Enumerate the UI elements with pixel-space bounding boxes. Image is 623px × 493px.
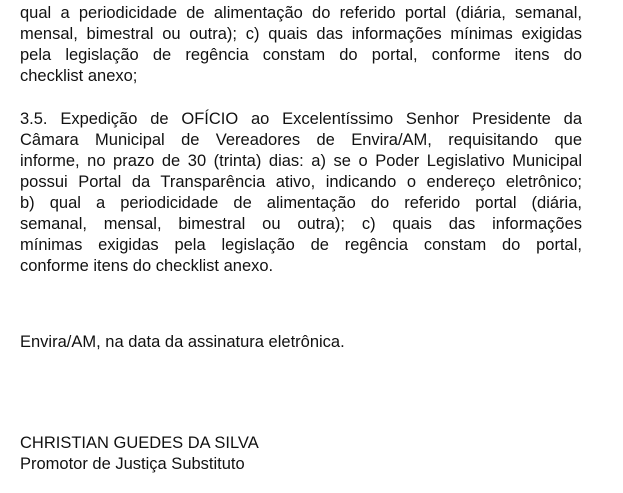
paragraph-item-3-5	[20, 109, 582, 277]
signature-block	[20, 433, 582, 475]
text-line: informe, no prazo de 30 (trinta) dias: a) se o Poder Legislativo Municipal	[20, 152, 582, 170]
place-date-line: Envira/AM, na data da assinatura eletrônica.	[20, 333, 345, 351]
text-line: checklist anexo;	[20, 67, 138, 85]
signatory-name: CHRISTIAN GUEDES DA SILVA	[20, 434, 259, 452]
text-line: mínimas exigidas pela legislação de regência constam do portal,	[20, 236, 582, 254]
text-line: Câmara Municipal de Vereadores de Envira/AM, requisitando que	[20, 131, 582, 149]
paragraph-continuation	[20, 3, 582, 87]
text-line: mensal, bimestral ou outra); c) quais das informações mínimas exigidas	[20, 25, 582, 43]
text-line: conforme itens do checklist anexo.	[20, 257, 274, 275]
signatory-title: Promotor de Justiça Substituto	[20, 455, 245, 473]
text-line: semanal, mensal, bimestral ou outra); c) quais das informações	[20, 215, 582, 233]
text-line: 3.5. Expedição de OFÍCIO ao Excelentíssimo Senhor Presidente da	[20, 110, 582, 128]
text-line: pela legislação de regência constam do portal, conforme itens do	[20, 46, 582, 64]
text-line: possui Portal da Transparência ativo, indicando o endereço eletrônico;	[20, 173, 582, 191]
text-line: b) qual a periodicidade de alimentação do referido portal (diária,	[20, 194, 582, 212]
text-line: qual a periodicidade de alimentação do referido portal (diária, semanal,	[20, 4, 582, 22]
paragraph-place-date	[20, 332, 582, 353]
